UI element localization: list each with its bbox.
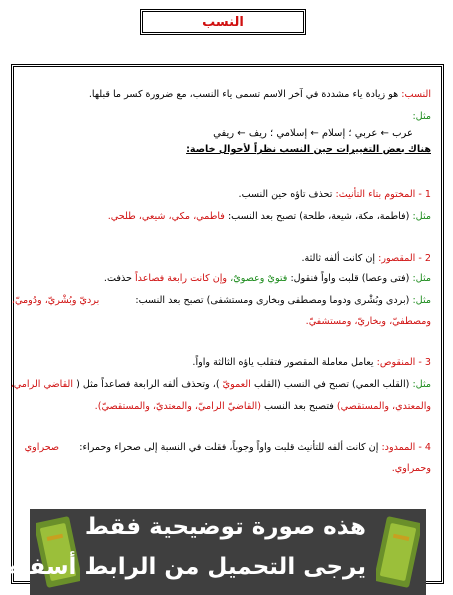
definition-label: النسب: — [401, 89, 431, 100]
section3-cont-black: فتصبح بعد النسب — [264, 401, 334, 412]
section2-example1-label: مثل: — [412, 273, 431, 284]
section1-example-line — [108, 210, 431, 223]
section4-cont: وحمراوي. — [391, 463, 431, 474]
section3-example-label: مثل: — [412, 379, 431, 390]
section3-title-line — [192, 356, 431, 369]
section3-example-continuation — [95, 400, 431, 413]
section2-example2-result: برديّ وبُشْريّ، ودُوميّ، — [11, 295, 100, 306]
section2-example2-label: مثل: — [412, 295, 431, 306]
section3-cont-red: والمعتدي، والمستقصي) — [336, 401, 431, 412]
examples-text: عرب ← عربي ؛ إسلام ← إسلامي ؛ ريف ← ريفي — [213, 128, 413, 139]
section2-example1-tail: حذفت. — [103, 273, 132, 284]
section4-title-line — [25, 441, 431, 454]
example-label-line — [412, 110, 431, 123]
section2-example1-red: وإن كانت رابعة فصاعداً — [135, 273, 228, 284]
definition-text: هو زيادة ياء مشددة في آخر الاسم تسمى ياء النسب، مع ضرورة كسر ما قبلها. — [88, 89, 399, 100]
watermark-line-2: يرجى التحميل من الرابط أسفله — [6, 554, 366, 580]
section4-continuation — [392, 462, 431, 475]
section3-example-text1: (القلب العمي) تصبح في النسب (القلب — [253, 379, 410, 390]
section2-number: 2 - — [418, 253, 431, 264]
section3-example-red2: القاضي الرامي، — [10, 379, 74, 390]
section1-rule: تحذف تاؤه حين النسب. — [238, 189, 333, 200]
section2-rule: إن كانت ألفه ثالثة. — [301, 253, 376, 264]
section3-title: المنقوص: — [376, 357, 416, 368]
section4-title: الممدود: — [381, 442, 416, 453]
section1-title: المختوم بتاء التأنيث: — [335, 189, 416, 200]
changes-heading — [186, 143, 431, 156]
section2-example2-line — [12, 294, 431, 307]
section4-rule: إن كانت ألفه للتأنيث قلبت واواً وجوباً، فقلت في النسبة إلى صحراء وحمراء: — [79, 442, 379, 453]
section2-example2-cont: ومصطفيّ، وبخاريّ، ومستشفيّ. — [305, 316, 431, 327]
section1-example-result: فاطمي، مكي، شيعي، طلحي. — [107, 211, 225, 222]
section2-example2-text: (بردى وبُشْرى ودوما ومصطفى وبخارى ومستشفى) تصبح بعد النسب: — [135, 295, 410, 306]
section3-example-text2: )، وتحذف ألفه الرابعة فصاعداً مثل ( — [76, 379, 220, 390]
section2-title: المقصور: — [378, 253, 416, 264]
section1-number: 1 - — [418, 189, 431, 200]
examples-line — [213, 127, 413, 140]
watermark-line-1: هذه صورة توضيحية فقط — [84, 514, 366, 540]
watermark-banner — [6, 509, 426, 595]
section1-title-line — [239, 188, 431, 201]
definition-line — [89, 88, 431, 101]
page-title: النسب — [202, 14, 244, 30]
section1-example-label: مثل: — [412, 211, 431, 222]
section2-example1-text: (فتى وعصا) قلبت واواً فنقول: — [290, 273, 410, 284]
section3-cont-red2: (القاضيّ الراميّ، والمعتديّ، والمستقصيّ). — [94, 401, 261, 412]
section2-title-line — [301, 252, 431, 265]
title-box — [140, 9, 306, 35]
section4-number: 4 - — [418, 442, 431, 453]
section3-example-red1: العمويّ — [222, 379, 251, 390]
section3-rule: يعامل معاملة المقصور فتقلب ياؤه الثالثة واواً. — [192, 357, 374, 368]
section3-example-line — [11, 378, 431, 391]
section3-number: 3 - — [418, 357, 431, 368]
section1-example-text: (فاطمة، مكة، شيعة، طلحة) تصبح بعد النسب: — [227, 211, 410, 222]
example-label: مثل: — [412, 111, 431, 122]
section2-example2-continuation — [306, 315, 431, 328]
section2-example1-line — [104, 272, 431, 285]
book-icon — [376, 515, 420, 589]
section2-example1-green: فتويٌ وعصويٌ، — [230, 273, 288, 284]
changes-heading-text: هناك بعض التغييرات حين النسب نظراً لأحوال خاصة: — [186, 144, 431, 155]
section4-red-word: صحراوي — [24, 442, 60, 453]
